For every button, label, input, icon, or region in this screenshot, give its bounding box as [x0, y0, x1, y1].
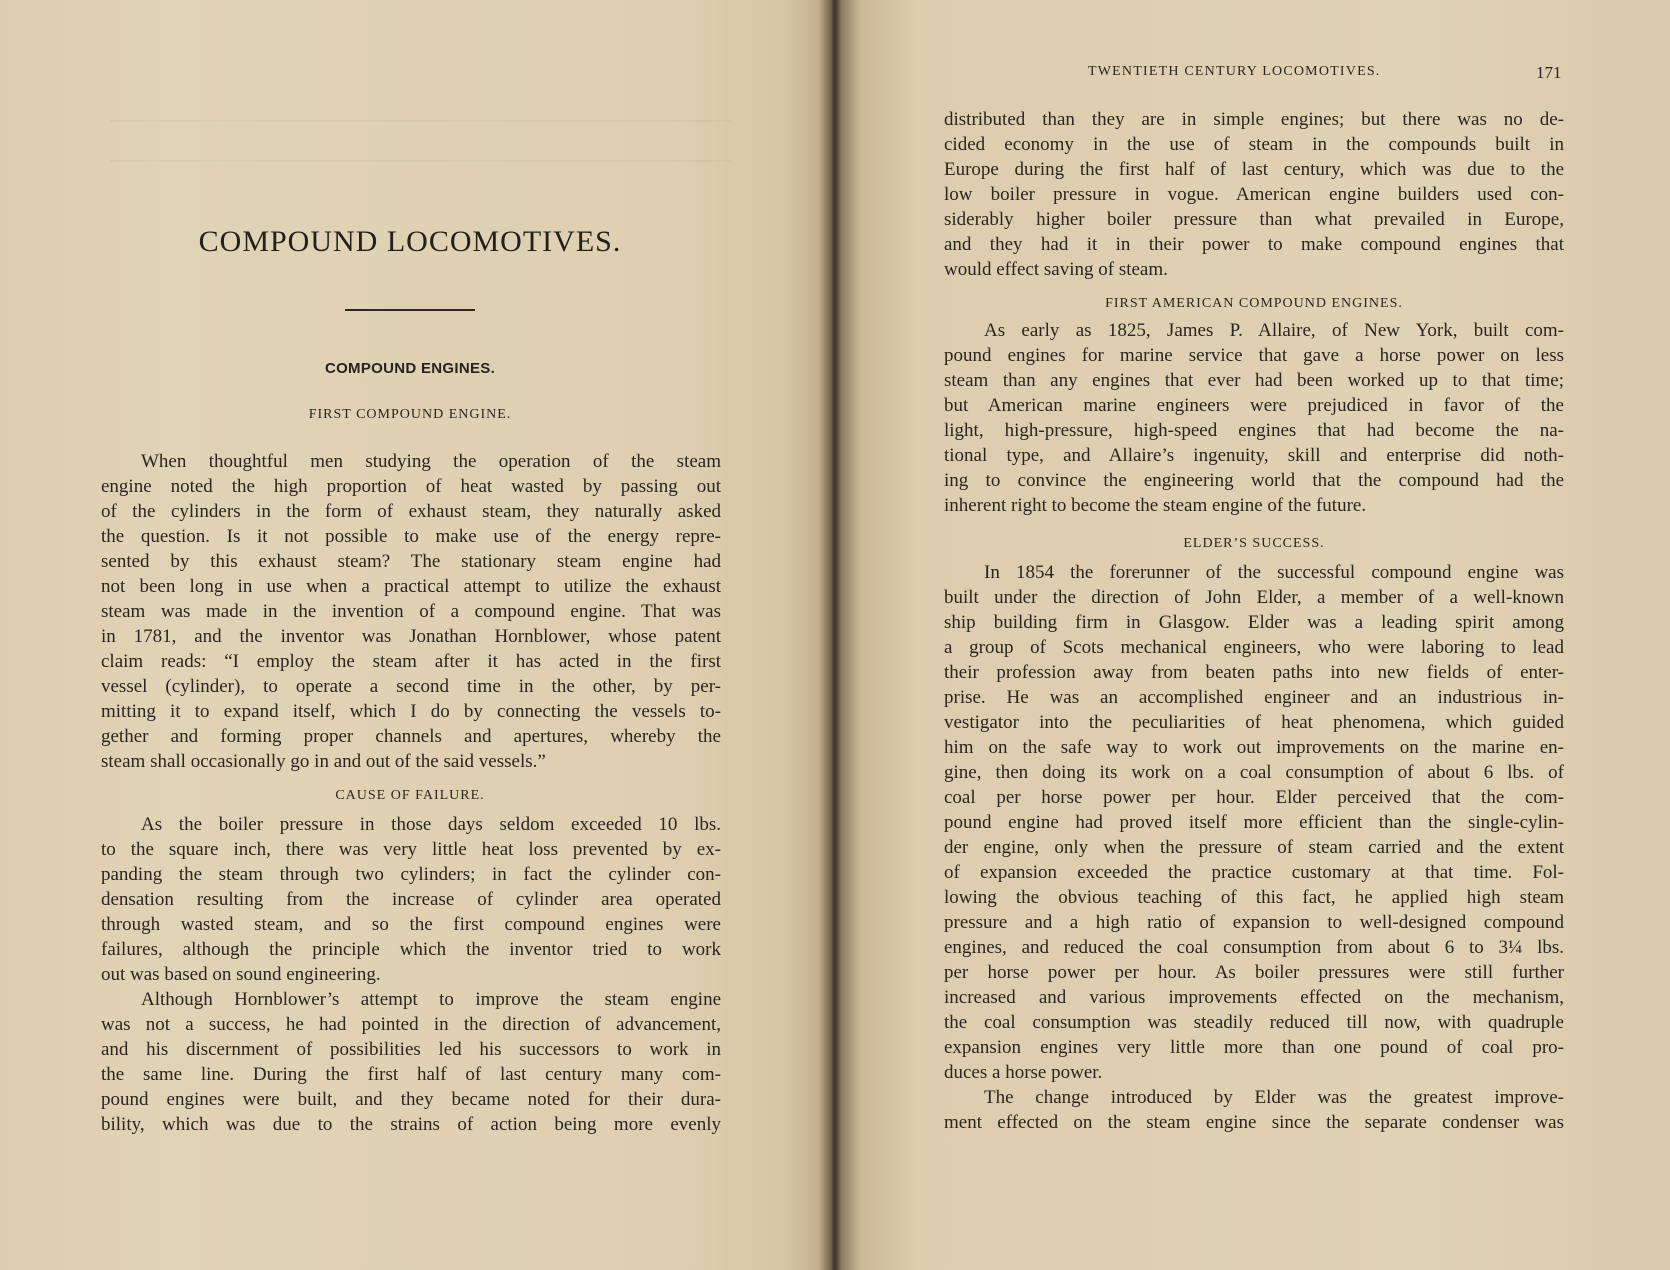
text-line: tional type, and Allaire’s ingenuity, skill and enterprise did noth- — [944, 445, 1564, 466]
text-line: cided economy in the use of steam in the compounds built in — [944, 134, 1564, 155]
text-line: the same line. During the first half of last century many com- — [101, 1064, 721, 1085]
paragraph-cause-of-failure — [101, 812, 721, 1137]
text-line: vestigator into the peculiarities of heat phenomena, which guided — [944, 712, 1564, 733]
text-line: the question. Is it not possible to make use of the energy repre- — [101, 526, 721, 547]
text-line: of expansion exceeded the practice customary at that time. Fol- — [944, 862, 1564, 883]
text-line: When thoughtful men studying the operation of the steam — [141, 451, 721, 472]
running-head: TWENTIETH CENTURY LOCOMOTIVES. — [1088, 64, 1381, 79]
show-through-text — [110, 160, 730, 162]
text-line: claim reads: “I employ the steam after it has acted in the first — [101, 651, 721, 672]
text-line: engine noted the high proportion of heat wasted by passing out — [101, 476, 721, 497]
text-line: pound engines were built, and they became noted for their dura- — [101, 1089, 721, 1110]
text-line: steam shall occasionally go in and out of the said vessels.” — [101, 751, 546, 772]
text-line: duces a horse power. — [944, 1062, 1103, 1083]
text-line: As the boiler pressure in those days seldom exceeded 10 lbs. — [141, 814, 721, 835]
text-line: per horse power per hour. As boiler pressures were still further — [944, 962, 1564, 983]
text-line: engines, and reduced the coal consumption from about 6 to 3¼ lbs. — [944, 937, 1564, 958]
text-line: inherent right to become the steam engine of the future. — [944, 495, 1367, 516]
text-line: ing to convince the engineering world that the compound had the — [944, 470, 1564, 491]
text-line: The change introduced by Elder was the greatest improve- — [984, 1087, 1564, 1108]
text-line: pound engine had proved itself more efficient than the single-cylin- — [944, 812, 1564, 833]
text-line: siderably higher boiler pressure than what prevailed in Europe, — [944, 209, 1564, 230]
text-line: of the cylinders in the form of exhaust steam, they naturally asked — [101, 501, 721, 522]
text-line: densation resulting from the increase of cylinder area operated — [101, 889, 721, 910]
text-line: would effect saving of steam. — [944, 259, 1168, 280]
text-line: lowing the obvious teaching of this fact, he applied high steam — [944, 887, 1564, 908]
text-line: steam than any engines that ever had been worked up to that time; — [944, 370, 1564, 391]
text-line: As early as 1825, James P. Allaire, of New York, built com- — [984, 320, 1564, 341]
text-line: sented by this exhaust steam? The stationary steam engine had — [101, 551, 721, 572]
text-line: their profession away from beaten paths into new fields of enter- — [944, 662, 1564, 683]
text-line: through wasted steam, and so the first compound engines were — [101, 914, 721, 935]
text-line: distributed than they are in simple engines; but there was no de- — [944, 109, 1564, 130]
text-line: Although Hornblower’s attempt to improve the steam engine — [141, 989, 721, 1010]
text-line: failures, although the principle which the inventor tried to work — [101, 939, 721, 960]
text-line: a group of Scots mechanical engineers, who were laboring to lead — [944, 637, 1564, 658]
chapter-title: COMPOUND LOCOMOTIVES. — [198, 225, 622, 258]
text-line: gether and forming proper channels and apertures, whereby the — [101, 726, 721, 747]
text-line: but American marine engineers were prejudiced in favor of the — [944, 395, 1564, 416]
text-line: der engine, only when the pressure of steam carried and the extent — [944, 837, 1564, 858]
text-line: and his discernment of possibilities led his successors to work in — [101, 1039, 721, 1060]
text-line: pound engines for marine service that gave a horse power on less — [944, 345, 1564, 366]
text-line: low boiler pressure in vogue. American engine builders used con- — [944, 184, 1564, 205]
paragraph-continued — [944, 107, 1564, 282]
subheading-first-american-compound-engines: FIRST AMERICAN COMPOUND ENGINES. — [1105, 296, 1403, 311]
subheading-cause-of-failure: CAUSE OF FAILURE. — [335, 788, 485, 803]
text-line: In 1854 the forerunner of the successful compound engine was — [984, 562, 1564, 583]
text-line: mitting it to expand itself, which I do by connecting the vessels to- — [101, 701, 721, 722]
paragraph-first-compound-engine — [101, 449, 721, 774]
text-line: vessel (cylinder), to operate a second time in the other, by per- — [101, 676, 721, 697]
text-line: him on the safe way to work out improvements on the marine en- — [944, 737, 1564, 758]
page-number: 171 — [1536, 63, 1562, 82]
text-line: in 1781, and the inventor was Jonathan Hornblower, whose patent — [101, 626, 721, 647]
paragraph-american-compound — [944, 318, 1564, 518]
text-line: steam was made in the invention of a compound engine. That was — [101, 601, 721, 622]
text-line: Europe during the first half of last century, which was due to the — [944, 159, 1564, 180]
text-line: the coal consumption was steadily reduced till now, with quadruple — [944, 1012, 1564, 1033]
text-line: was not a success, he had pointed in the direction of advancement, — [101, 1014, 721, 1035]
text-line: panding the steam through two cylinders; in fact the cylinder con- — [101, 864, 721, 885]
text-line: to the square inch, there was very little heat loss prevented by ex- — [101, 839, 721, 860]
text-line: ship building firm in Glasgow. Elder was a leading spirit among — [944, 612, 1564, 633]
text-line: increased and various improvements effected on the mechanism, — [944, 987, 1564, 1008]
text-line: expansion engines very little more than one pound of coal pro- — [944, 1037, 1564, 1058]
right-page — [838, 0, 1670, 1270]
text-line: built under the direction of John Elder, a member of a well-known — [944, 587, 1564, 608]
subheading-first-compound-engine: FIRST COMPOUND ENGINE. — [308, 407, 512, 422]
text-line: gine, then doing its work on a coal consumption of about 6 lbs. of — [944, 762, 1564, 783]
show-through-text — [110, 120, 730, 122]
text-line: bility, which was due to the strains of action being more evenly — [101, 1114, 721, 1135]
text-line: out was based on sound engineering. — [101, 964, 381, 985]
text-line: coal per horse power per hour. Elder perceived that the com- — [944, 787, 1564, 808]
text-line: prise. He was an accomplished engineer and an industrious in- — [944, 687, 1564, 708]
left-page — [0, 0, 830, 1270]
paragraph-elders-success — [944, 560, 1564, 1135]
text-line: not been long in use when a practical attempt to utilize the exhaust — [101, 576, 721, 597]
text-line: and they had it in their power to make compound engines that — [944, 234, 1564, 255]
text-line: ment effected on the steam engine since the separate condenser was — [944, 1112, 1564, 1133]
section-heading: COMPOUND ENGINES. — [324, 360, 496, 377]
title-rule — [345, 309, 475, 311]
subheading-elders-success: ELDER’S SUCCESS. — [1183, 536, 1325, 551]
text-line: pressure and a high ratio of expansion to well-designed compound — [944, 912, 1564, 933]
text-line: light, high-pressure, high-speed engines that had become the na- — [944, 420, 1564, 441]
